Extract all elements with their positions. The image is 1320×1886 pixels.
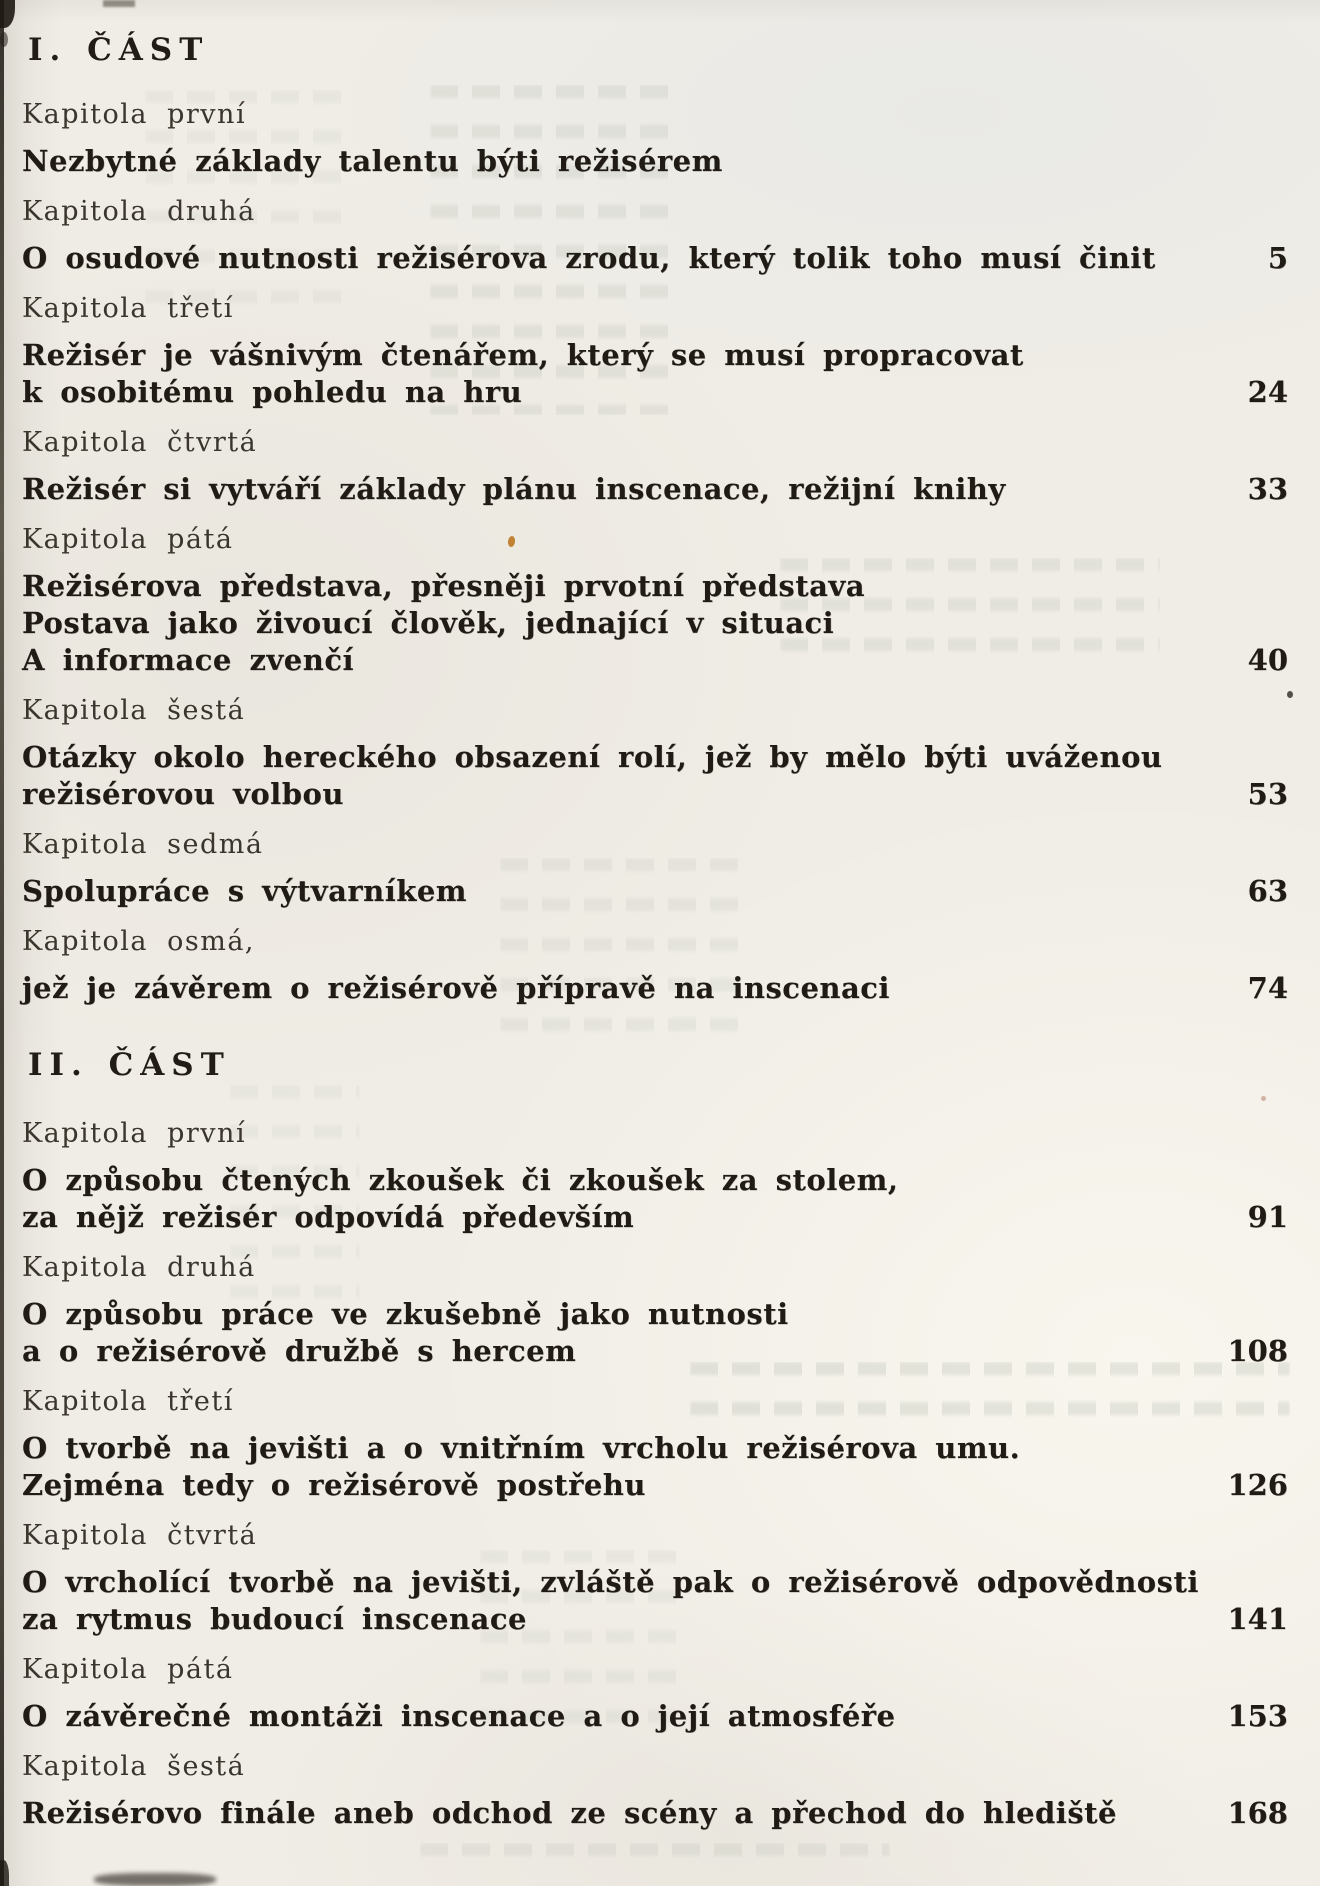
chapter-title-row <box>22 568 1288 679</box>
chapter-page-number: 108 <box>1227 1334 1288 1368</box>
chapter-title <box>22 1296 1288 1370</box>
chapter-title-line: Postava jako živoucí člověk, jednající v situaci <box>22 606 835 640</box>
chapter-title-row <box>22 471 1288 508</box>
chapter-label: Kapitola šestá <box>22 1751 246 1782</box>
table-of-contents <box>22 30 1288 1845</box>
chapter-title <box>22 970 1288 1007</box>
bleedthrough-ghost <box>420 1843 890 1873</box>
chapter-title-line: Spolupráce s výtvarníkem <box>22 874 467 908</box>
chapter-title-line: jež je závěrem o režisérově přípravě na inscenaci <box>22 971 890 1005</box>
toc-chapter-entry <box>22 923 1288 1007</box>
chapter-title-row <box>22 739 1288 813</box>
chapter-title-line: Režisérova představa, přesněji prvotní představa <box>22 569 866 603</box>
chapter-label: Kapitola čtvrtá <box>22 427 258 458</box>
chapter-title <box>22 873 1288 910</box>
scan-corner-mark <box>0 32 8 47</box>
toc-chapter-entry <box>22 1383 1288 1504</box>
chapter-title-row <box>22 1430 1288 1504</box>
chapter-title-line: a o režisérově družbě s hercem <box>22 1334 577 1368</box>
chapter-title <box>22 143 1288 180</box>
toc-chapter-entry <box>22 290 1288 411</box>
toc-chapter-entry <box>22 1651 1288 1735</box>
chapter-title-row <box>22 1162 1288 1236</box>
chapter-title-line: Režisérovo finále aneb odchod ze scény a přechod do hlediště <box>22 1796 1118 1830</box>
chapter-label: Kapitola první <box>22 1118 247 1149</box>
chapter-title <box>22 1162 1288 1236</box>
chapter-title-line: Nezbytné základy talentu býti režisérem <box>22 144 723 178</box>
toc-chapter-entry <box>22 826 1288 910</box>
chapter-title-row <box>22 143 1288 180</box>
chapter-page-number: 40 <box>1247 643 1288 677</box>
chapter-title <box>22 337 1288 411</box>
chapter-title-line: O způsobu čtených zkoušek či zkoušek za stolem, <box>22 1163 899 1197</box>
scan-smudge <box>94 1873 216 1886</box>
toc-part <box>22 1045 1288 1832</box>
chapter-title-line: za nějž režisér odpovídá především <box>22 1200 635 1234</box>
chapter-title <box>22 1698 1288 1735</box>
toc-chapter-entry <box>22 1249 1288 1370</box>
chapter-page-number: 153 <box>1227 1699 1288 1733</box>
chapter-title <box>22 1564 1288 1638</box>
scan-corner-mark <box>0 1860 9 1886</box>
chapter-title-row <box>22 1564 1288 1638</box>
chapter-title-line: Zejména tedy o režisérově postřehu <box>22 1468 646 1502</box>
chapter-page-number: 24 <box>1247 375 1288 409</box>
chapter-title-line: A informace zvenčí <box>22 643 355 677</box>
chapter-title-row <box>22 337 1288 411</box>
toc-chapter-entry <box>22 692 1288 813</box>
chapter-title <box>22 1430 1288 1504</box>
scan-edge-shadow <box>0 0 4 1886</box>
chapter-label: Kapitola osmá, <box>22 926 256 957</box>
chapter-page-number: 33 <box>1247 472 1288 506</box>
toc-chapter-entry <box>22 96 1288 180</box>
chapter-page-number: 74 <box>1247 971 1288 1005</box>
chapter-title-line: Režisér je vášnivým čtenářem, který se musí propracovat <box>22 338 1024 372</box>
toc-chapter-entry <box>22 1748 1288 1832</box>
chapter-title-line: O tvorbě na jevišti a o vnitřním vrcholu režisérova umu. <box>22 1431 1021 1465</box>
chapter-label: Kapitola šestá <box>22 695 246 726</box>
chapter-title-line: Režisér si vytváří základy plánu inscenace, režijní knihy <box>22 472 1006 506</box>
chapter-title <box>22 471 1288 508</box>
chapter-title-row <box>22 873 1288 910</box>
chapter-title-row <box>22 1296 1288 1370</box>
toc-part <box>22 30 1288 1007</box>
chapter-title-row <box>22 1795 1288 1832</box>
chapter-label: Kapitola druhá <box>22 1252 256 1283</box>
chapter-title-line: O závěrečné montáži inscenace a o její atmosféře <box>22 1699 896 1733</box>
chapter-label: Kapitola pátá <box>22 524 234 555</box>
chapter-title-line: za rytmus budoucí inscenace <box>22 1602 527 1636</box>
scan-corner-mark <box>0 0 15 28</box>
chapter-title-row <box>22 240 1288 277</box>
chapter-title-row <box>22 970 1288 1007</box>
chapter-title-row <box>22 1698 1288 1735</box>
chapter-title-line: Otázky okolo hereckého obsazení rolí, jež by mělo býti uváženou <box>22 740 1163 774</box>
chapter-page-number: 53 <box>1247 777 1288 811</box>
chapter-label: Kapitola sedmá <box>22 829 264 860</box>
chapter-page-number: 168 <box>1227 1796 1288 1830</box>
chapter-label: Kapitola druhá <box>22 196 256 227</box>
chapter-page-number: 5 <box>1267 241 1288 275</box>
chapter-page-number: 63 <box>1247 874 1288 908</box>
chapter-page-number: 126 <box>1227 1468 1288 1502</box>
chapter-title <box>22 1795 1288 1832</box>
chapter-label: Kapitola třetí <box>22 1386 234 1417</box>
chapter-label: Kapitola první <box>22 99 247 130</box>
chapter-label: Kapitola pátá <box>22 1654 234 1685</box>
part-heading: II. ČÁST <box>28 1047 231 1083</box>
chapter-title-line: režisérovou volbou <box>22 777 344 811</box>
part-heading: I. ČÁST <box>28 32 210 68</box>
toc-chapter-entry <box>22 521 1288 679</box>
chapter-title-line: O osudové nutnosti režisérova zrodu, který tolik toho musí činit <box>22 241 1156 275</box>
scan-smudge <box>103 0 135 7</box>
chapter-page-number: 91 <box>1247 1200 1288 1234</box>
chapter-title-line: O vrcholící tvorbě na jevišti, zvláště pak o režisérově odpovědnosti <box>22 1565 1199 1599</box>
chapter-page-number: 141 <box>1227 1602 1288 1636</box>
toc-chapter-entry <box>22 424 1288 508</box>
chapter-title <box>22 240 1288 277</box>
chapter-label: Kapitola čtvrtá <box>22 1520 258 1551</box>
toc-chapter-entry <box>22 193 1288 277</box>
chapter-title-line: k osobitému pohledu na hru <box>22 375 523 409</box>
chapter-label: Kapitola třetí <box>22 293 234 324</box>
chapter-title <box>22 739 1288 813</box>
chapter-title-line: O způsobu práce ve zkušebně jako nutnosti <box>22 1297 789 1331</box>
toc-chapter-entry <box>22 1115 1288 1236</box>
chapter-title <box>22 568 1288 679</box>
toc-chapter-entry <box>22 1517 1288 1638</box>
